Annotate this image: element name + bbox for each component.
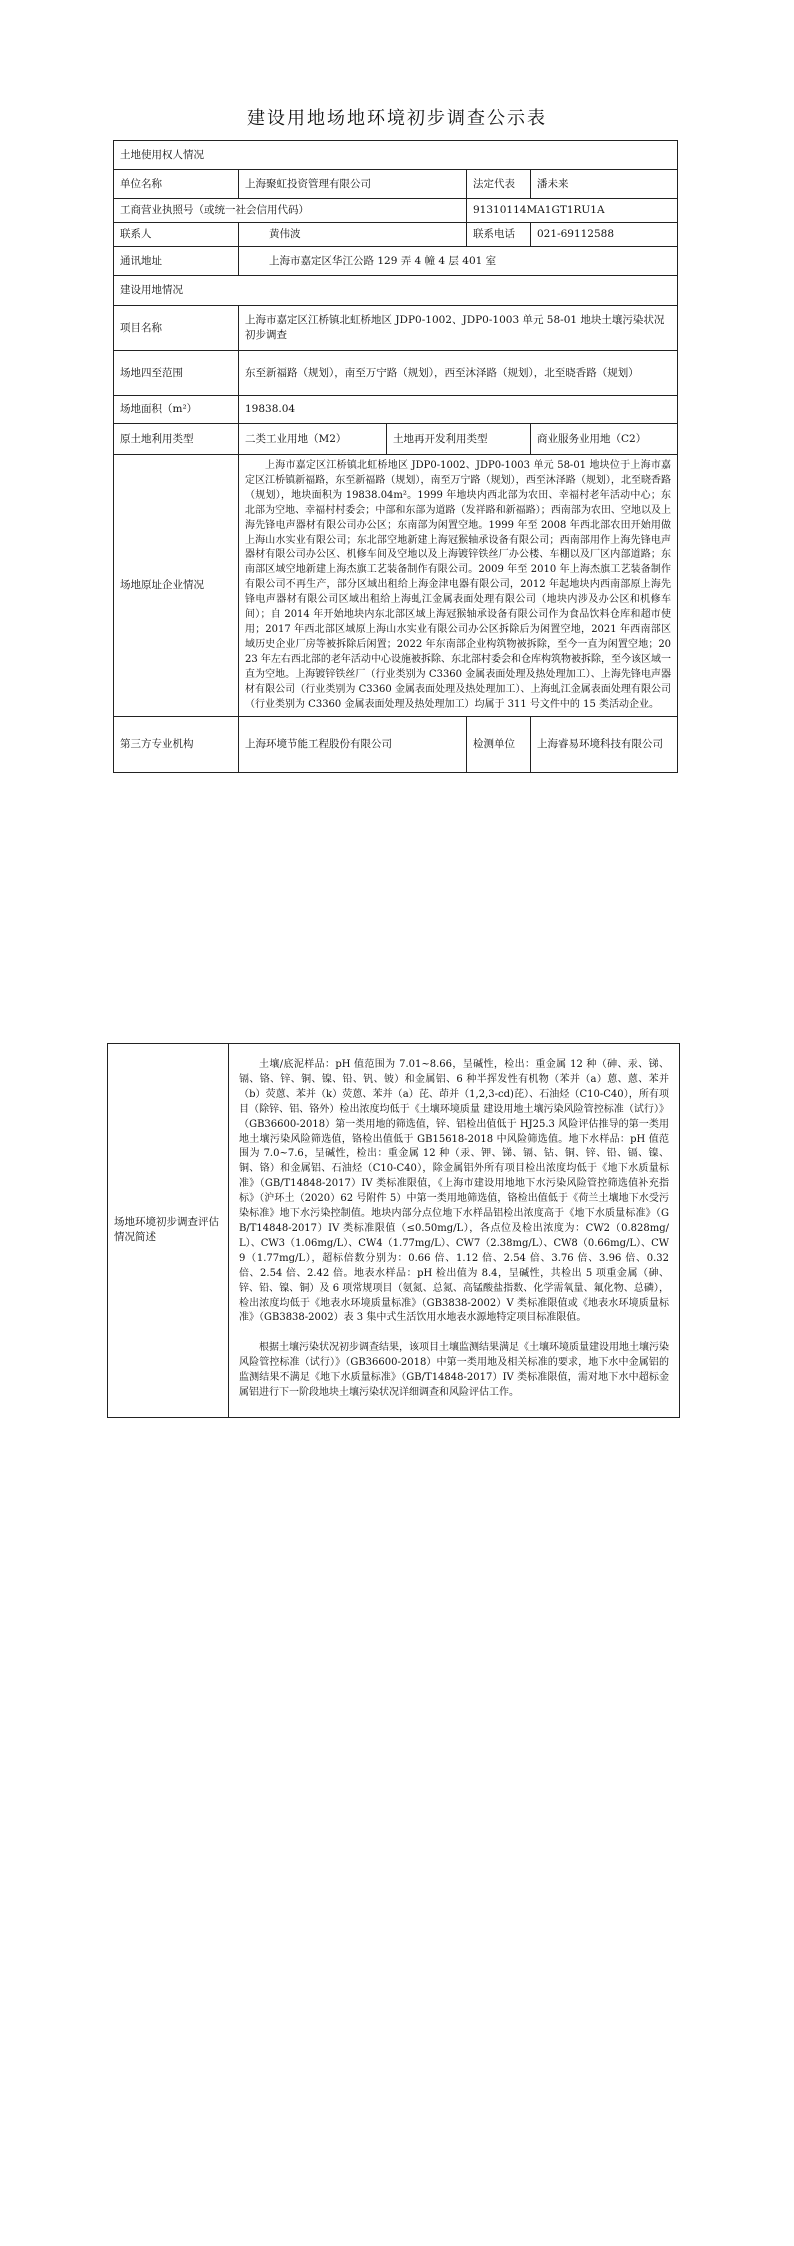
legal-rep-value: 潘未来 — [531, 170, 678, 199]
assessment-para-1: 土壤/底泥样品：pH 值范围为 7.01~8.66，呈碱性，检出：重金属 12 种（砷、汞、锑、镉、铬、锌、铜、镍、铅、钒、铍）和金属铝、6 种半挥发性有机物（苯并（a）蒽、蒽、苯并（b）荧蒽、苯并（k）荧蒽、苯并（a）芘、茚并（1,2,3-cd)芘）、石油烃（C10-C40），所有项目（除锌、铝、铬外）检出浓度均低于《土壤环境质量 建设用地土壤污染风险管控标准（试行）》（GB36600-2018）第一类用地的筛选值，锌、铝检出值低于 HJ25.3 风险评估推导的第一类用地土壤污染风险筛选值，铬检出值低于 GB15618-2018 中风险筛选值。地下水样品：pH 值范围为 7.0~7.6，呈碱性，检出：重金属 12 种（汞、钾、锑、镉、钴、铜、锌、铅、镉、镍、铜、铬）和金属铝、石油烃（C10-C40），除金属铝外所有项目检出浓度均低于《地下水质量标准》（GB/T14848-2017）IV 类标准限值，《上海市建设用地地下水污染风险管控筛选值补充指标》（沪环土（2020）62 号附件 5）中第一类用地筛选值，铬检出值低于《荷兰土壤地下水受污染标准》地下水污染控制值。地块内部分点位地下水样品铝检出浓度高于《地下水质量标准》（GB/T14848-2017）IV 类标准限值（≤0.50mg/L），各点位及检出浓度为：CW2（0.828mg/L）、CW3（1.06mg/L）、CW4（1.77mg/L）、CW7（2.38mg/L）、CW8（0.66mg/L）、CW9（1.77mg/L），超标倍数分别为：0.66 倍、1.12 倍、2.54 倍、3.76 倍、3.96 倍、0.32 倍、2.54 倍、2.42 倍。地表水样品：pH 检出值为 8.4，呈碱性，共检出 5 项重金属（砷、锌、铅、镍、铜）及 6 项常规项目（氨氮、总氮、高锰酸盐指数、化学需氧量、氟化物、总磷），检出浓度均低于《地表水环境质量标准》（GB3838-2002）V 类标准限值或《地表水环境质量标准》（GB3838-2002）表 3 集中式生活饮用水地表水源地特定项目标准限值。 — [239, 1059, 669, 1324]
license-label: 工商营业执照号（或统一社会信用代码） — [114, 199, 467, 223]
assessment-para-2: 根据土壤污染状况初步调查结果，该项目土壤监测结果满足《土壤环境质量建设用地土壤污染风险管控标准（试行）》（GB36600-2018）中第一类用地及相关标准的要求，地下水中金属铝的监测结果不满足《地下水质量标准》（GB/T14848-2017）IV 类标准限值，需对地下水中超标金属铝进行下一阶段地块土壤污染状况详细调查和风险评估工作。 — [239, 1342, 669, 1399]
unit-name-label: 单位名称 — [114, 170, 239, 199]
detection-value: 上海睿易环境科技有限公司 — [531, 717, 678, 773]
owner-section-heading: 土地使用权人情况 — [114, 141, 678, 170]
address-value: 上海市嘉定区华江公路 129 弄 4 幢 4 层 401 室 — [239, 247, 678, 276]
project-label: 项目名称 — [114, 306, 239, 351]
contact-value: 黄伟波 — [239, 223, 467, 247]
boundary-value: 东至新福路（规划），南至万宁路（规划），西至沐泽路（规划），北至晓香路（规划） — [239, 351, 678, 396]
redev-value: 商业服务业用地（C2） — [531, 424, 678, 455]
project-value: 上海市嘉定区江桥镇北虹桥地区 JDP0-1002、JDP0-1003 单元 58-01 地块土壤污染状况初步调查 — [239, 306, 678, 351]
land-section-heading: 建设用地情况 — [114, 276, 678, 306]
area-label: 场地面积（m²） — [114, 396, 239, 424]
orig-use-label: 原土地利用类型 — [114, 424, 239, 455]
area-value: 19838.04 — [239, 396, 678, 424]
third-party-value: 上海环境节能工程股份有限公司 — [239, 717, 467, 773]
disclosure-table-main — [113, 140, 678, 773]
phone-value: 021-69112588 — [531, 223, 678, 247]
phone-label: 联系电话 — [467, 223, 531, 247]
address-label: 通讯地址 — [114, 247, 239, 276]
assessment-label: 场地环境初步调查评估情况简述 — [108, 1044, 229, 1418]
detection-label: 检测单位 — [467, 717, 531, 773]
history-text: 上海市嘉定区江桥镇北虹桥地区 JDP0-1002、JDP0-1003 单元 58-01 地块位于上海市嘉定区江桥镇新福路，东至新福路（规划），南至万宁路（规划），西至沐泽路（规划），北至晓香路（规划），地块面积为 19838.04m²。1999 年地块内西北部为农田、幸福村老年活动中心；东北部为空地、幸福村村委会；中部和东部为道路（发祥路和新福路）；西南部为农田、空地以及上海先锋电声器材有限公司办公区；东南部为闲置空地。1999 年至 2008 年西北部农田开始用做上海山水实业有限公司；东北部空地新建上海冠猴轴承设备有限公司；西南部用作上海先锋电声器材有限公司办公区、机修车间及空地以及上海镀锌铁丝厂办公楼、车棚以及厂区内部道路；东南部区域空地新建上海杰旗工艺装备制作有限公司。2009 年至 2010 年上海杰旗工艺装备制作有限公司不再生产，部分区域出租给上海金津电器有限公司，2012 年起地块内西南部原上海先锋电声器材有限公司区域出租给上海虬江金属表面处理有限公司（地块内涉及办公区和机修车间）；自 2014 年开始地块内东北部区域上海冠猴轴承设备有限公司作为食品饮料仓库和超市使用；2017 年西北部区域原上海山水实业有限公司办公区拆除后为闲置空地，2021 年西南部区域历史企业厂房等被拆除后闲置；2022 年东南部企业构筑物被拆除，至今一直为闲置空地；2023 年左右西北部的老年活动中心设施被拆除、东北部村委会和仓库构筑物被拆除，至今该区域一直为空地。上海镀锌铁丝厂（行业类别为 C3360 金属表面处理及热处理加工）、上海先锋电声器材有限公司（行业类别为 C3360 金属表面处理及热处理加工）、上海虬江金属表面处理有限公司（行业类别为 C3360 金属表面处理及热处理加工）均属于 311 号文件中的 15 类活动企业。 — [245, 460, 672, 710]
history-label: 场地原址企业情况 — [114, 455, 239, 717]
page-title: 建设用地场地环境初步调查公示表 — [247, 108, 547, 129]
orig-use-value: 二类工业用地（M2） — [239, 424, 387, 455]
unit-name-value: 上海聚虹投资管理有限公司 — [239, 170, 467, 199]
assessment-table — [107, 1043, 680, 1418]
legal-rep-label: 法定代表 — [467, 170, 531, 199]
third-party-label: 第三方专业机构 — [114, 717, 239, 773]
redev-label: 土地再开发利用类型 — [387, 424, 531, 455]
boundary-label: 场地四至范围 — [114, 351, 239, 396]
contact-label: 联系人 — [114, 223, 239, 247]
license-value: 91310114MA1GT1RU1A — [467, 199, 678, 223]
